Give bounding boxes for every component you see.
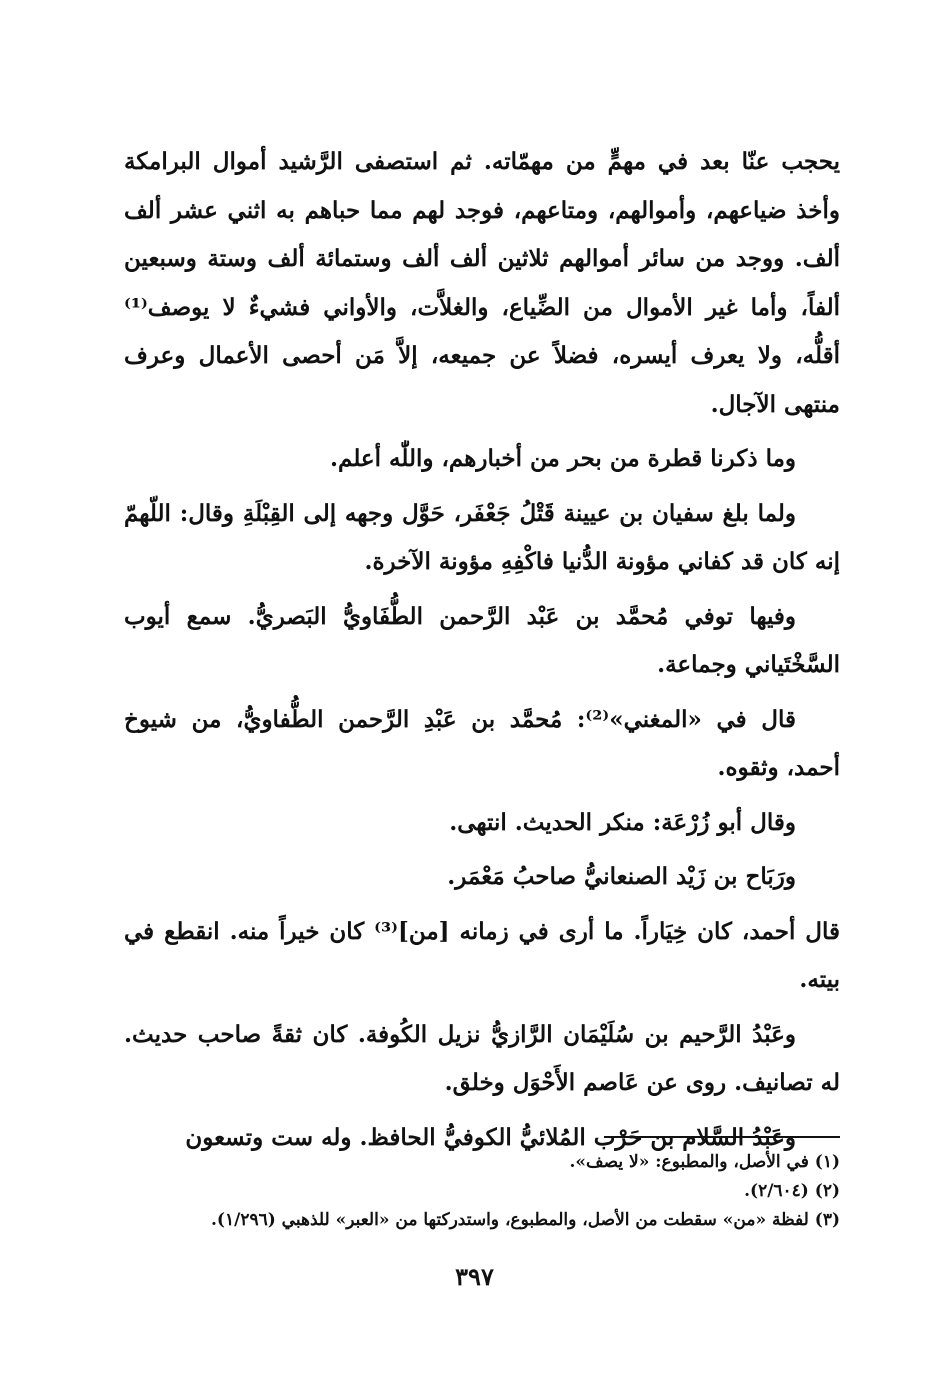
footnote-1: (١) في الأصل، والمطبوع: «لا يصف». (569, 1152, 840, 1172)
paragraph-rabah-ibn-zayd: ورَبَاح بن زَيْد الصنعانيُّ صاحبُ مَعْمَر. (447, 863, 796, 890)
footnote-separator (604, 1136, 840, 1138)
paragraph-ahmad-quote: قال أحمد، كان خِيَاراً. ما أرى في زمانه [من]⁽³⁾ كان خيراً منه. انقطع في بيته. (124, 917, 840, 993)
paragraph-tufawi-death: وفيها توفي مُحمَّد بن عَبْد الرَّحمن الطُّفَاويُّ البَصريُّ. سمع أيوب السَّخْتَياني وجماعة. (124, 602, 840, 678)
paragraph-mughni-quote: قال في «المغني»⁽²⁾: مُحمَّد بن عَبْدِ الرَّحمن الطُّفاويُّ، من شيوخ أحمد، وثقوه. (124, 705, 840, 781)
footnotes (124, 1148, 840, 1235)
page-number: ٣٩٧ (455, 1262, 494, 1291)
body-text (124, 138, 840, 1168)
paragraph-abu-zura: وقال أبو زُرْعَة: منكر الحديث. انتهى. (449, 808, 796, 836)
footnote-2: (٢) (٢/٦٠٤). (744, 1181, 840, 1201)
paragraph-abd-al-rahim: وعَبْدُ الرَّحيم بن سُلَيْمَان الرَّازيُّ نزيل الكُوفة. كان ثقةً صاحب حديث. له تصانيف. روى عن عَاصم الأَحْوَل وخلق. (124, 1020, 840, 1096)
paragraph-abd-al-salam: وعَبْدُ السَّلام بن حَرْب المُلائيُّ الكوفيُّ الحافظ. وله ست وتسعون (185, 1123, 796, 1151)
paragraph-sufyan-ibn-uyayna: ولما بلغ سفيان بن عيينة قَتْلُ جَعْفَر، حَوَّل وجهه إلى القِبْلَةِ وقال: اللّهمّ إنه كان قد كفاني مؤونة الدُّنيا فاكْفِهِ مؤونة الآخرة. (124, 499, 840, 575)
paragraph-barmakids-wealth: يحجب عنّا بعد في مهمٍّ من مهمّاته. ثم استصفى الرَّشيد أموال البرامكة وأخذ ضياعهم، وأموالهم، ومتاعهم، فوجد لهم مما حباهم به اثني عشر ألف ألف. ووجد من سائر أموالهم ثلاثين ألف ألف وستمائة ألف وستة وسبعين ألفاً، وأما غير الأموال من الضِّياع، والغلاَّت، والأواني فشيءٌ لا يوصف⁽¹⁾ أقلُّه، ولا يعرف أيسره، فضلاً عن جميعه، إلاَّ مَن أحصى الأعمال وعرف منتهى الآجال. (124, 148, 840, 418)
footnote-3: (٣) لفظة «من» سقطت من الأصل، والمطبوع، واستدركتها من «العبر» للذهبي (١/٢٩٦). (211, 1210, 840, 1230)
paragraph-drop-of-sea: وما ذكرنا قطرة من بحر من أخبارهم، واللّٰه أعلم. (330, 445, 796, 472)
